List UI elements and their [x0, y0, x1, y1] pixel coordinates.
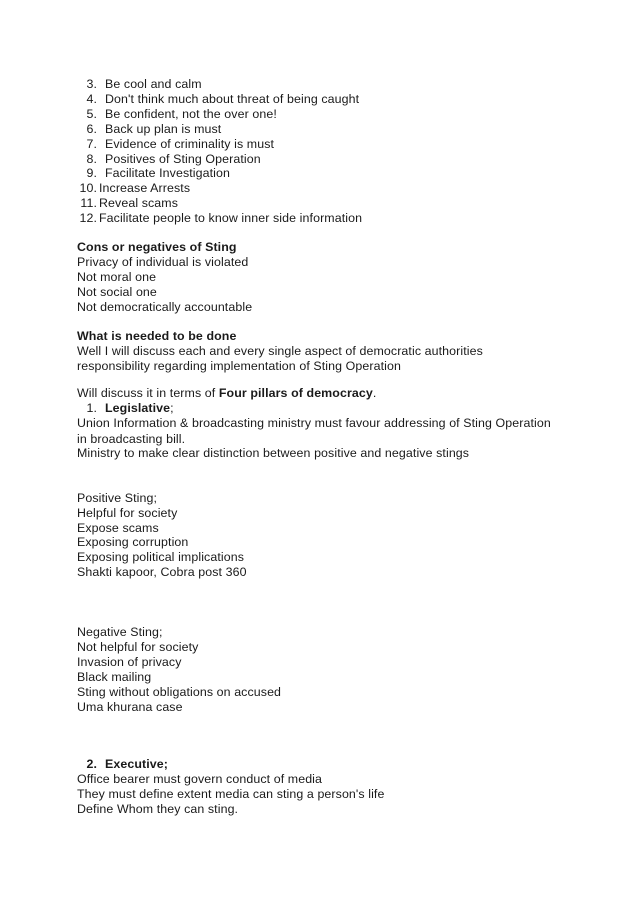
positive-line: Exposing political implications — [77, 550, 245, 564]
executive-heading: 2. Executive; — [86, 757, 168, 771]
negative-line: Uma khurana case — [77, 700, 183, 714]
cons-heading: Cons or negatives of Sting — [77, 240, 237, 254]
negative-line: Sting without obligations on accused — [77, 685, 282, 699]
legislative-line: in broadcasting bill. — [77, 432, 186, 446]
cons-line: Privacy of individual is violated — [77, 255, 249, 269]
cons-line: Not social one — [77, 285, 157, 299]
legislative-line: Union Information & broadcasting ministry must favour addressing of Sting Operation — [77, 416, 551, 430]
list-item: 6. Back up plan is must — [86, 122, 222, 136]
negative-line: Black mailing — [77, 670, 152, 684]
executive-line: Office bearer must govern conduct of media — [77, 772, 323, 786]
list-item: 5. Be confident, not the over one! — [86, 107, 277, 121]
positive-heading: Positive Sting; — [77, 491, 158, 505]
list-item: 8. Positives of Sting Operation — [86, 152, 261, 166]
positive-line: Exposing corruption — [77, 535, 189, 549]
pillars-intro: Will discuss it in terms of Four pillars of democracy. — [77, 386, 377, 400]
list-item: 12. Facilitate people to know inner side information — [79, 211, 363, 225]
legislative-heading: 1. Legislative; — [86, 401, 174, 415]
needed-line: Well I will discuss each and every single aspect of democratic authorities — [77, 344, 483, 358]
cons-line: Not moral one — [77, 270, 157, 284]
list-item: 11. Reveal scams — [80, 196, 179, 210]
positive-line: Helpful for society — [77, 506, 178, 520]
list-item: 9. Facilitate Investigation — [86, 166, 230, 180]
needed-heading: What is needed to be done — [77, 329, 237, 343]
executive-line: Define Whom they can sting. — [77, 802, 239, 816]
list-item: 7. Evidence of criminality is must — [86, 137, 275, 151]
cons-line: Not democratically accountable — [77, 300, 253, 314]
executive-line: They must define extent media can sting a person's life — [77, 787, 385, 801]
list-item: 10. Increase Arrests — [79, 181, 191, 195]
positive-line: Shakti kapoor, Cobra post 360 — [77, 565, 247, 579]
negative-heading: Negative Sting; — [77, 625, 163, 639]
negative-line: Not helpful for society — [77, 640, 199, 654]
positive-line: Expose scams — [77, 521, 159, 535]
legislative-line: Ministry to make clear distinction between positive and negative stings — [77, 446, 470, 460]
negative-line: Invasion of privacy — [77, 655, 182, 669]
list-item: 4. Don't think much about threat of being caught — [86, 92, 360, 106]
needed-line: responsibility regarding implementation of Sting Operation — [77, 359, 401, 373]
list-item: 3. Be cool and calm — [86, 77, 202, 91]
